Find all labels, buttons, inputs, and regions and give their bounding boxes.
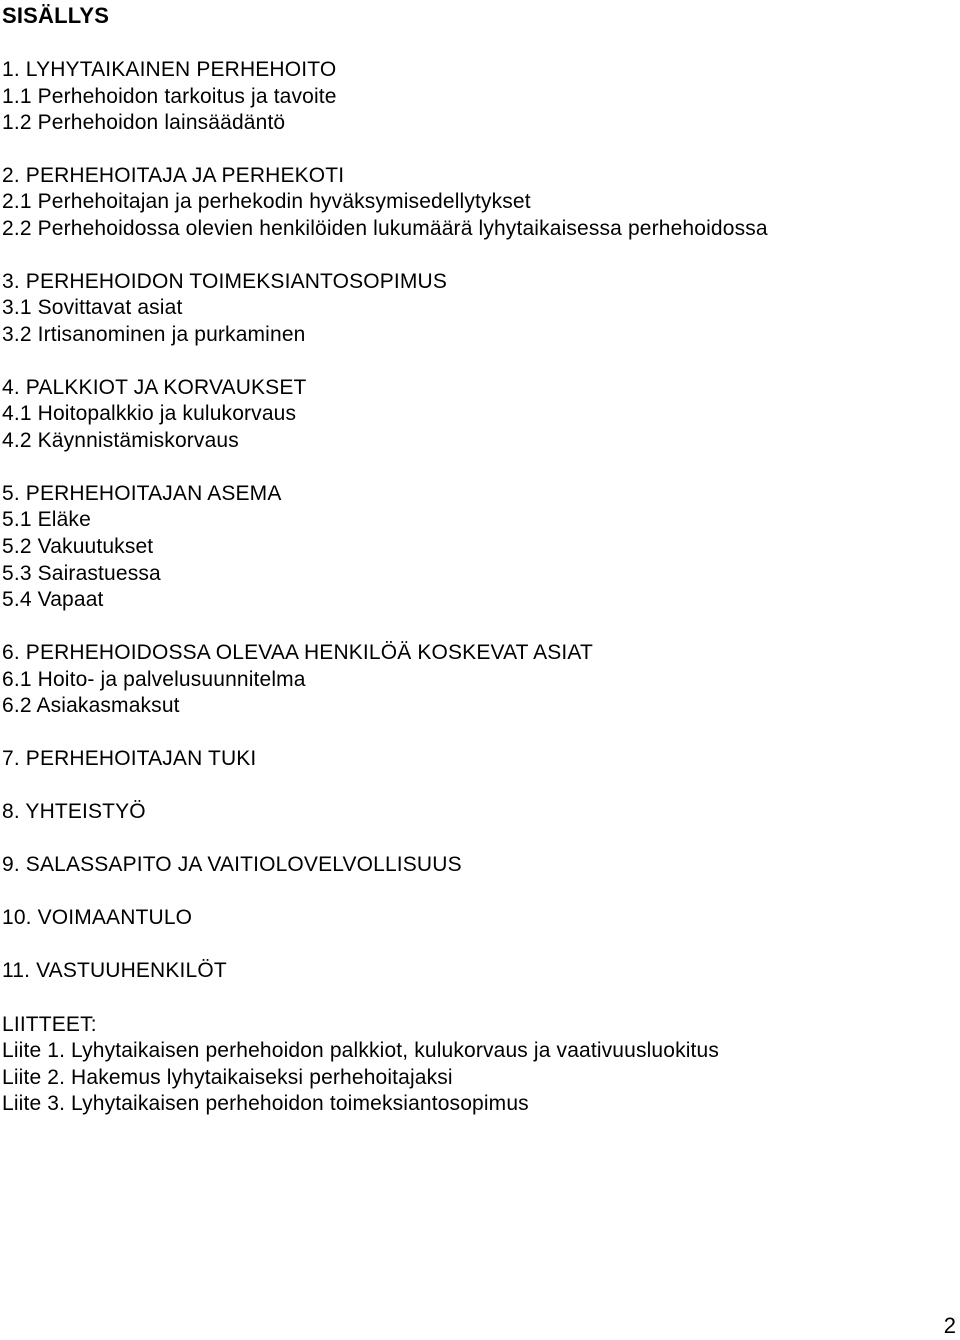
appendix-item: Liite 1. Lyhytaikaisen perhehoidon palkkiot, kulukorvaus ja vaativuusluokitus [2,1039,720,1062]
appendices-heading: LIITTEET: [2,1013,97,1036]
toc-item: 5.1 Eläke [2,508,91,531]
section-heading: 2. PERHEHOITAJA JA PERHEKOTI [2,164,345,187]
toc-item: 5.2 Vakuutukset [2,535,154,558]
section-heading: 7. PERHEHOITAJAN TUKI [2,747,257,770]
toc-title: SISÄLLYS [2,3,110,28]
toc-item: 6.1 Hoito- ja palvelusuunnitelma [2,668,306,691]
toc-item: 4.1 Hoitopalkkio ja kulukorvaus [2,402,297,425]
toc-item: 2.1 Perhehoitajan ja perhekodin hyväksymisedellytykset [2,190,531,213]
toc-item: 6.2 Asiakasmaksut [2,694,180,717]
section-heading: 11. VASTUUHENKILÖT [2,959,227,982]
section-heading: 4. PALKKIOT JA KORVAUKSET [2,376,307,399]
section-heading: 10. VOIMAANTULO [2,906,193,929]
toc-item: 2.2 Perhehoidossa olevien henkilöiden lukumäärä lyhytaikaisessa perhehoidossa [2,217,768,240]
section-heading: 3. PERHEHOIDON TOIMEKSIANTOSOPIMUS [2,270,448,293]
appendix-item: Liite 2. Hakemus lyhytaikaiseksi perhehoitajaksi [2,1066,453,1089]
toc-item: 5.4 Vapaat [2,588,104,611]
section-heading: 6. PERHEHOIDOSSA OLEVAA HENKILÖÄ KOSKEVAT ASIAT [2,641,593,664]
section-heading: 8. YHTEISTYÖ [2,800,146,823]
section-heading: 9. SALASSAPITO JA VAITIOLOVELVOLLISUUS [2,853,462,876]
toc-item: 1.1 Perhehoidon tarkoitus ja tavoite [2,85,337,108]
toc-item: 4.2 Käynnistämiskorvaus [2,429,239,452]
toc-item: 3.1 Sovittavat asiat [2,296,183,319]
appendix-item: Liite 3. Lyhytaikaisen perhehoidon toimeksiantosopimus [2,1092,529,1115]
toc-item: 1.2 Perhehoidon lainsäädäntö [2,111,286,134]
section-heading: 1. LYHYTAIKAINEN PERHEHOITO [2,58,337,81]
toc-item: 3.2 Irtisanominen ja purkaminen [2,323,306,346]
toc-item: 5.3 Sairastuessa [2,562,161,585]
section-heading: 5. PERHEHOITAJAN ASEMA [2,482,282,505]
page-number: 2 [943,1313,956,1338]
